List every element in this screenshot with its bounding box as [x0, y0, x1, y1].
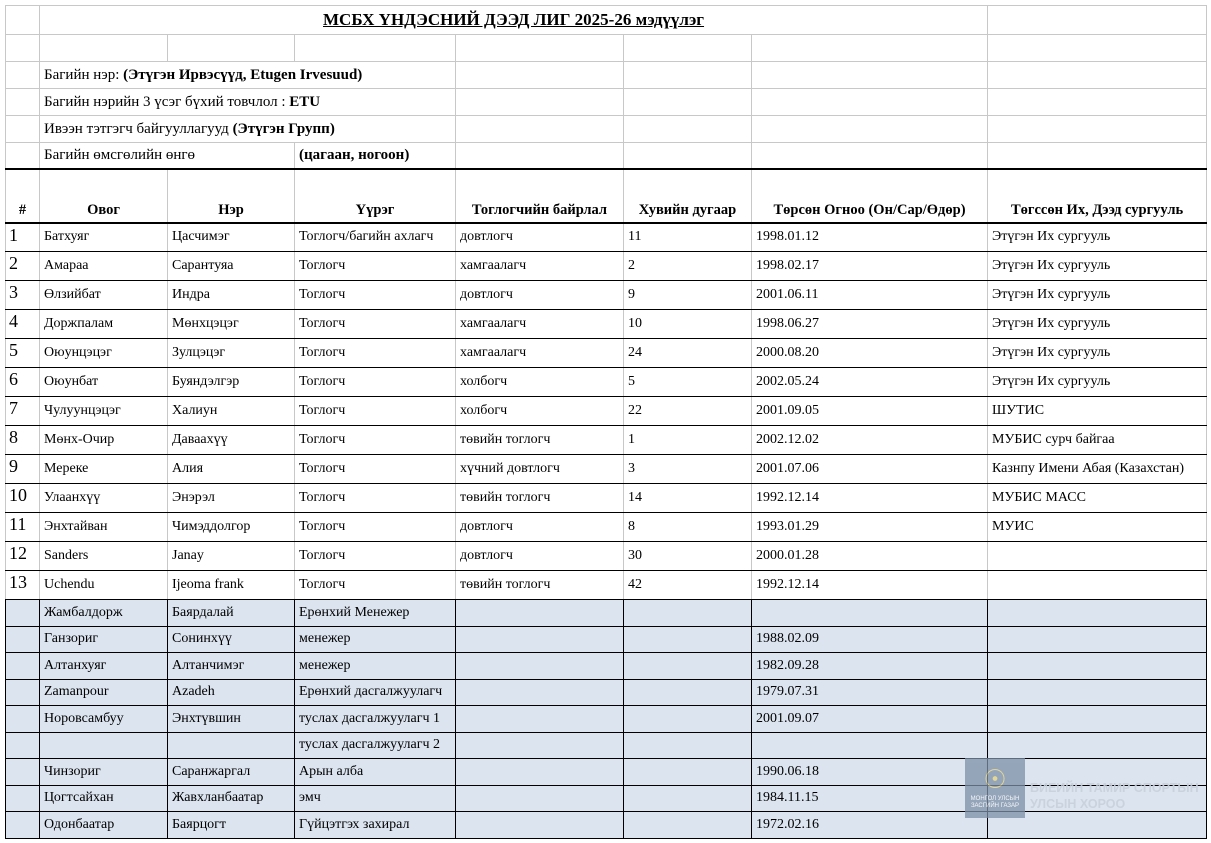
player-jersey: 22 [624, 397, 752, 426]
staff-position [456, 785, 624, 812]
staff-first-name: Жавхланбаатар [168, 785, 295, 812]
player-number: 2 [6, 252, 40, 281]
staff-jersey [624, 706, 752, 733]
player-role: Тоглогч [295, 484, 456, 513]
player-jersey: 11 [624, 223, 752, 252]
player-number: 13 [6, 571, 40, 600]
player-role: Тоглогч [295, 252, 456, 281]
staff-position [456, 706, 624, 733]
player-role: Тоглогч [295, 368, 456, 397]
player-first-name: Даваахүү [168, 426, 295, 455]
staff-role: эмч [295, 785, 456, 812]
header-jersey: Хувийн дугаар [624, 169, 752, 223]
staff-birthdate: 1982.09.28 [752, 653, 988, 680]
table-row [6, 759, 1207, 786]
header-position: Тоглогчийн байрлал [456, 169, 624, 223]
player-birthdate: 2002.12.02 [752, 426, 988, 455]
staff-first-name: Саранжаргал [168, 759, 295, 786]
player-position: төвийн тоглогч [456, 571, 624, 600]
staff-jersey [624, 759, 752, 786]
player-birthdate: 1998.02.17 [752, 252, 988, 281]
team-name-row: Багийн нэр: (Этүгэн Ирвэсүүд, Etugen Irvesuud) [40, 62, 456, 89]
player-first-name: Цасчимэг [168, 223, 295, 252]
player-birthdate: 1993.01.29 [752, 513, 988, 542]
player-number: 3 [6, 281, 40, 310]
player-last-name: Оюунцэцэг [40, 339, 168, 368]
staff-school [988, 653, 1207, 680]
team-abbr-value: ETU [289, 93, 321, 110]
player-number: 10 [6, 484, 40, 513]
player-role: Тоглогч [295, 455, 456, 484]
header-number: # [6, 169, 40, 223]
staff-birthdate: 1984.11.15 [752, 785, 988, 812]
player-first-name: Чимэддолгор [168, 513, 295, 542]
player-first-name: Индра [168, 281, 295, 310]
player-position: довтлогч [456, 281, 624, 310]
header-last-name: Овог [40, 169, 168, 223]
staff-role: менежер [295, 653, 456, 680]
player-role: Тоглогч [295, 571, 456, 600]
table-row [6, 484, 1207, 513]
player-school: Этүгэн Их сургууль [988, 339, 1207, 368]
staff-last-name: Алтанхуяг [40, 653, 168, 680]
staff-school [988, 679, 1207, 706]
player-role: Тоглогч [295, 513, 456, 542]
player-school: ШУТИС [988, 397, 1207, 426]
staff-jersey [624, 732, 752, 759]
player-jersey: 24 [624, 339, 752, 368]
player-school: Этүгэн Их сургууль [988, 310, 1207, 339]
table-row [6, 732, 1207, 759]
table-row [6, 679, 1207, 706]
player-position: хамгаалагч [456, 339, 624, 368]
player-first-name: Зулцэцэг [168, 339, 295, 368]
player-birthdate: 2001.09.05 [752, 397, 988, 426]
player-first-name: Алия [168, 455, 295, 484]
player-number: 8 [6, 426, 40, 455]
player-birthdate: 2000.08.20 [752, 339, 988, 368]
player-school: Казнпу Имени Абая (Казахстан) [988, 455, 1207, 484]
staff-position [456, 653, 624, 680]
table-row [6, 571, 1207, 600]
watermark-text: БИЕИЙН ТАМИР СПОРТЫН УЛСЫН ХОРОО [1030, 781, 1199, 811]
staff-last-name: Ганзориг [40, 626, 168, 653]
player-role: Тоглогч [295, 310, 456, 339]
staff-birthdate [752, 732, 988, 759]
staff-number [6, 759, 40, 786]
staff-position [456, 626, 624, 653]
table-row [6, 653, 1207, 680]
staff-first-name: Энхтүвшин [168, 706, 295, 733]
player-position: хамгаалагч [456, 310, 624, 339]
table-row [6, 426, 1207, 455]
player-birthdate: 1992.12.14 [752, 571, 988, 600]
staff-number [6, 626, 40, 653]
staff-first-name: Баярцогт [168, 812, 295, 839]
sponsor-value: (Этүгэн Групп) [232, 120, 335, 137]
staff-jersey [624, 785, 752, 812]
registration-table [5, 5, 1207, 839]
staff-first-name: Сонинхүү [168, 626, 295, 653]
table-row [6, 600, 1207, 627]
sponsor-row: Ивээн тэтгэгч байгууллагууд (Этүгэн Групп) [40, 116, 456, 143]
staff-role: Арын алба [295, 759, 456, 786]
staff-role: Ерөнхий Менежер [295, 600, 456, 627]
player-number: 5 [6, 339, 40, 368]
player-last-name: Чулуунцэцэг [40, 397, 168, 426]
staff-position [456, 732, 624, 759]
player-last-name: Оюунбат [40, 368, 168, 397]
player-last-name: Амараа [40, 252, 168, 281]
player-first-name: Janay [168, 542, 295, 571]
staff-number [6, 785, 40, 812]
staff-first-name: Алтанчимэг [168, 653, 295, 680]
staff-birthdate [752, 600, 988, 627]
staff-jersey [624, 679, 752, 706]
player-position: холбогч [456, 397, 624, 426]
player-position: төвийн тоглогч [456, 484, 624, 513]
staff-last-name: Цогтсайхан [40, 785, 168, 812]
staff-school [988, 732, 1207, 759]
player-school: МУБИС сурч байгаа [988, 426, 1207, 455]
player-birthdate: 2002.05.24 [752, 368, 988, 397]
player-first-name: Буяндэлгэр [168, 368, 295, 397]
player-number: 4 [6, 310, 40, 339]
staff-role: менежер [295, 626, 456, 653]
staff-first-name: Azadeh [168, 679, 295, 706]
table-row [6, 223, 1207, 252]
player-number: 7 [6, 397, 40, 426]
soyombo-emblem-icon: ☉ МОНГОЛ УЛСЫН ЗАСГИЙН ГАЗАР [965, 758, 1025, 818]
staff-school [988, 706, 1207, 733]
player-jersey: 9 [624, 281, 752, 310]
staff-number [6, 653, 40, 680]
staff-birthdate: 1990.06.18 [752, 759, 988, 786]
staff-number [6, 706, 40, 733]
player-last-name: Улаанхүү [40, 484, 168, 513]
player-jersey: 8 [624, 513, 752, 542]
player-first-name: Мөнхцэцэг [168, 310, 295, 339]
staff-role: Гүйцэтгэх захирал [295, 812, 456, 839]
player-position: хүчний довтлогч [456, 455, 624, 484]
player-role: Тоглогч [295, 339, 456, 368]
staff-last-name: Норовсамбуу [40, 706, 168, 733]
player-role: Тоглогч [295, 397, 456, 426]
header-role: Үүрэг [295, 169, 456, 223]
staff-role: Ерөнхий дасгалжуулагч [295, 679, 456, 706]
player-number: 1 [6, 223, 40, 252]
player-last-name: Өлзийбат [40, 281, 168, 310]
player-birthdate: 1998.06.27 [752, 310, 988, 339]
table-header-row [6, 169, 1207, 223]
table-row [6, 252, 1207, 281]
staff-number [6, 812, 40, 839]
table-row [6, 812, 1207, 839]
player-role: Тоглогч [295, 426, 456, 455]
player-number: 9 [6, 455, 40, 484]
player-jersey: 10 [624, 310, 752, 339]
table-row [6, 626, 1207, 653]
team-abbr-row: Багийн нэрийн 3 үсэг бүхий товчлол : ETU [40, 89, 456, 116]
staff-jersey [624, 600, 752, 627]
player-birthdate: 1998.01.12 [752, 223, 988, 252]
cell-empty [988, 6, 1207, 35]
table-row [6, 513, 1207, 542]
header-first-name: Нэр [168, 169, 295, 223]
staff-role: туслах дасгалжуулагч 2 [295, 732, 456, 759]
player-school [988, 571, 1207, 600]
staff-number [6, 679, 40, 706]
player-school: Этүгэн Их сургууль [988, 281, 1207, 310]
player-last-name: Батхуяг [40, 223, 168, 252]
player-birthdate: 2000.01.28 [752, 542, 988, 571]
player-number: 12 [6, 542, 40, 571]
table-row [6, 542, 1207, 571]
staff-school [988, 626, 1207, 653]
player-position: холбогч [456, 368, 624, 397]
player-jersey: 1 [624, 426, 752, 455]
staff-position [456, 679, 624, 706]
team-name-value: (Этүгэн Ирвэсүүд, Etugen Irvesuud) [123, 66, 363, 83]
player-position: төвийн тоглогч [456, 426, 624, 455]
staff-last-name: Одонбаатар [40, 812, 168, 839]
staff-birthdate: 2001.09.07 [752, 706, 988, 733]
player-first-name: Халиун [168, 397, 295, 426]
player-number: 11 [6, 513, 40, 542]
player-position: довтлогч [456, 223, 624, 252]
emblem-caption: МОНГОЛ УЛСЫН ЗАСГИЙН ГАЗАР [970, 795, 1020, 809]
staff-position [456, 759, 624, 786]
player-school [988, 542, 1207, 571]
jersey-color-value: (цагаан, ногоон) [295, 143, 456, 169]
player-role: Тоглогч [295, 281, 456, 310]
player-birthdate: 2001.06.11 [752, 281, 988, 310]
player-last-name: Мөнх-Очир [40, 426, 168, 455]
player-jersey: 30 [624, 542, 752, 571]
player-school: Этүгэн Их сургууль [988, 223, 1207, 252]
player-role: Тоглогч/багийн ахлагч [295, 223, 456, 252]
table-row [6, 397, 1207, 426]
player-position: довтлогч [456, 542, 624, 571]
jersey-color-label: Багийн өмсгөлийн өнгө [40, 143, 295, 169]
player-school: Этүгэн Их сургууль [988, 368, 1207, 397]
player-last-name: Sanders [40, 542, 168, 571]
player-school: Этүгэн Их сургууль [988, 252, 1207, 281]
player-last-name: Uchendu [40, 571, 168, 600]
table-row [6, 785, 1207, 812]
staff-last-name [40, 732, 168, 759]
staff-last-name: Чинзориг [40, 759, 168, 786]
player-number: 6 [6, 368, 40, 397]
staff-number [6, 600, 40, 627]
player-role: Тоглогч [295, 542, 456, 571]
staff-jersey [624, 812, 752, 839]
player-last-name: Мереке [40, 455, 168, 484]
staff-first-name [168, 732, 295, 759]
table-row [6, 281, 1207, 310]
staff-jersey [624, 653, 752, 680]
player-last-name: Энхтайван [40, 513, 168, 542]
staff-first-name: Баярдалай [168, 600, 295, 627]
header-school: Төгссөн Их, Дээд сургууль [988, 169, 1207, 223]
staff-last-name: Жамбалдорж [40, 600, 168, 627]
staff-last-name: Zamanpour [40, 679, 168, 706]
staff-jersey [624, 626, 752, 653]
player-jersey: 3 [624, 455, 752, 484]
table-row [6, 455, 1207, 484]
player-last-name: Доржпалам [40, 310, 168, 339]
player-position: довтлогч [456, 513, 624, 542]
table-row [6, 706, 1207, 733]
player-school: МУИС [988, 513, 1207, 542]
staff-position [456, 812, 624, 839]
player-birthdate: 1992.12.14 [752, 484, 988, 513]
player-school: МУБИС МАСС [988, 484, 1207, 513]
staff-number [6, 732, 40, 759]
player-first-name: Сарантуяа [168, 252, 295, 281]
table-row [6, 339, 1207, 368]
cell-empty [6, 6, 40, 35]
table-row [6, 368, 1207, 397]
player-birthdate: 2001.07.06 [752, 455, 988, 484]
player-jersey: 5 [624, 368, 752, 397]
player-jersey: 42 [624, 571, 752, 600]
sheet-title: МСБХ ҮНДЭСНИЙ ДЭЭД ЛИГ 2025-26 мэдүүлэг [40, 6, 988, 35]
staff-school [988, 600, 1207, 627]
player-jersey: 14 [624, 484, 752, 513]
player-first-name: Энэрэл [168, 484, 295, 513]
player-position: хамгаалагч [456, 252, 624, 281]
player-first-name: Ijeoma frank [168, 571, 295, 600]
header-birthdate: Төрсөн Огноо (Он/Сар/Өдөр) [752, 169, 988, 223]
player-jersey: 2 [624, 252, 752, 281]
table-row [6, 310, 1207, 339]
staff-birthdate: 1972.02.16 [752, 812, 988, 839]
staff-role: туслах дасгалжуулагч 1 [295, 706, 456, 733]
staff-birthdate: 1988.02.09 [752, 626, 988, 653]
staff-birthdate: 1979.07.31 [752, 679, 988, 706]
staff-position [456, 600, 624, 627]
